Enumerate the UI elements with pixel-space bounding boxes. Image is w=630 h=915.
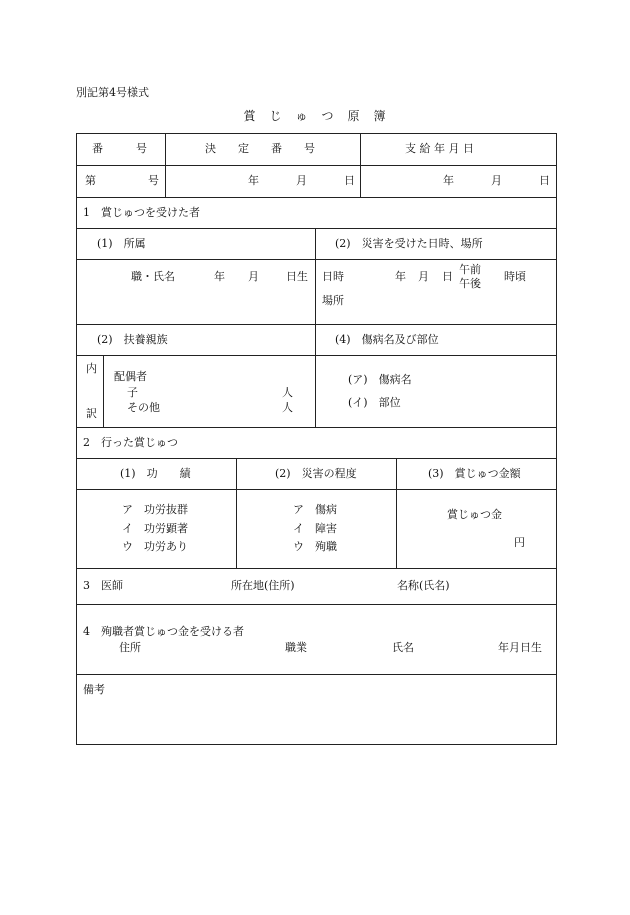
decision-year: 年: [248, 174, 259, 187]
payment-date-header: 支 給 年 月 日: [405, 142, 474, 155]
rule: [76, 674, 557, 675]
rule: [76, 228, 557, 229]
birth-month-label: 月: [248, 270, 259, 283]
merit-header: (1) 功 績: [120, 467, 191, 480]
injury-name-label: (ア) 傷病名: [348, 373, 412, 386]
reward-amount-header: (3) 賞じゅつ金額: [428, 467, 521, 480]
rule: [76, 458, 557, 459]
rule: [165, 133, 166, 197]
form-number-label: 別記第4号様式: [76, 86, 149, 99]
datetime-year: 年: [395, 270, 406, 283]
breakdown-label-top: 内: [86, 362, 97, 375]
injury-label: (4) 傷病名及び部位: [335, 333, 439, 346]
rule: [103, 355, 104, 427]
recipient-occupation-label: 職業: [285, 641, 307, 654]
spouse-label: 配偶者: [114, 370, 147, 383]
birth-day-label: 日生: [286, 270, 308, 283]
affiliation-label: (1) 所属: [97, 237, 146, 250]
decision-day: 日: [344, 174, 355, 187]
rule: [76, 259, 557, 260]
rule: [315, 228, 316, 427]
doctor-location-label: 所在地(住所): [231, 579, 295, 592]
others-label: その他: [127, 401, 160, 414]
decision-number-header: 決 定 番 号: [205, 142, 315, 155]
datetime-day: 日: [442, 270, 453, 283]
payment-month: 月: [491, 174, 502, 187]
recipient-address-label: 住所: [119, 641, 141, 654]
pm-label: 午後: [459, 277, 481, 290]
dependents-label: (2) 扶養親族: [97, 333, 168, 346]
decision-month: 月: [296, 174, 307, 187]
payment-day: 日: [539, 174, 550, 187]
rule: [236, 458, 237, 568]
rule: [76, 197, 557, 198]
rule: [76, 427, 557, 428]
doctor-label: 3 医師: [83, 579, 123, 592]
rule: [76, 604, 557, 605]
children-unit: 人: [282, 386, 293, 399]
degree-item: ア 傷病: [293, 503, 337, 516]
reward-amount-label: 賞じゅつ金: [447, 508, 502, 521]
document-title: 賞 じ ゅ つ 原 簿: [243, 109, 387, 123]
rule: [76, 165, 557, 166]
section-2-heading: 2 行った賞じゅつ: [83, 436, 178, 449]
recipient-name-label: 氏名: [392, 641, 414, 654]
rule: [76, 355, 557, 356]
datetime-label: 日時: [322, 270, 344, 283]
rule: [76, 324, 557, 325]
place-label: 場所: [322, 294, 344, 307]
disaster-time-place-label: (2) 災害を受けた日時、場所: [335, 237, 483, 250]
job-name-label: 職・氏名: [131, 270, 175, 283]
rule: [396, 458, 397, 568]
number-suffix: 号: [148, 174, 159, 187]
number-prefix: 第: [85, 174, 96, 187]
children-label: 子: [127, 386, 138, 399]
rule: [76, 568, 557, 569]
injury-part-label: (イ) 部位: [348, 396, 401, 409]
hour-approx-label: 時頃: [504, 270, 526, 283]
rule: [360, 133, 361, 197]
section-1-heading: 1 賞じゅつを受けた者: [83, 206, 200, 219]
remarks-label: 備考: [83, 683, 105, 696]
merit-item: イ 功労顕著: [122, 522, 188, 535]
breakdown-label-bottom: 訳: [86, 407, 97, 420]
merit-item: ウ 功労あり: [122, 540, 188, 553]
section-4-heading: 4 殉職者賞じゅつ金を受ける者: [83, 625, 244, 638]
yen-unit: 円: [514, 536, 525, 549]
others-unit: 人: [282, 401, 293, 414]
degree-item: イ 障害: [293, 522, 337, 535]
merit-item: ア 功労抜群: [122, 503, 188, 516]
disaster-degree-header: (2) 災害の程度: [275, 467, 357, 480]
datetime-month: 月: [418, 270, 429, 283]
number-header: 番 号: [92, 142, 147, 155]
doctor-name-label: 名称(氏名): [397, 579, 450, 592]
payment-year: 年: [443, 174, 454, 187]
rule: [76, 489, 557, 490]
birth-year-label: 年: [214, 270, 225, 283]
am-label: 午前: [459, 263, 481, 276]
degree-item: ウ 殉職: [293, 540, 337, 553]
recipient-birthdate-label: 年月日生: [498, 641, 542, 654]
